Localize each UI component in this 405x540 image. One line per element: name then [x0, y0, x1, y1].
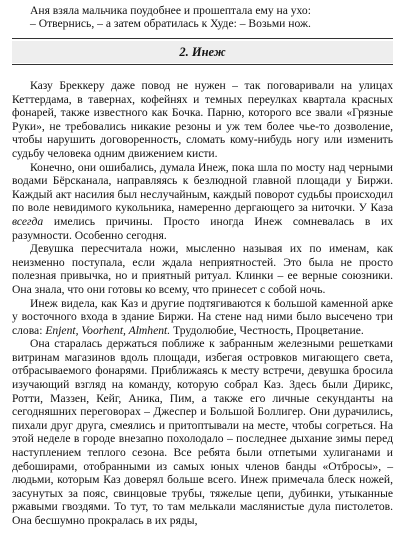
- paragraph-4-text: Инеж видела, как Каз и другие подтягиваются к большой каменной арке у восточного входа в здание Биржи. На стене над ними было высечено три слова:: [12, 296, 393, 337]
- motto-italic: Enjent, Voorhent, Almhent.: [45, 323, 171, 337]
- heading-rule-bottom: [12, 64, 393, 65]
- heading-rule-top: [12, 38, 393, 39]
- paragraph-2-text: Конечно, они ошибались, думала Инеж, пока шла по мосту над черными водами Бёрсканала, направляясь к безлюдной главной площади у Биржи. Каждый акт насилия был неслучайным, каждый поворот судьбы происходил по воле невидимого кукольника, намеренно дергающего за ниточки. У Каза: [12, 160, 393, 215]
- paragraph-2-tail: имелись причины. Просто иногда Инеж сомневалась в их разумности. Особенно сегодня.: [12, 214, 393, 242]
- paragraph-3: Девушка пересчитала ножи, мысленно называя их по именам, как неизменно поступала, если ждала неприятностей. Это была не просто полезная привычка, но и приятный ритуал. Клинки – ее верные союзники. Она знала, что они готовы ко всему, что принесет с собой ночь.: [12, 242, 393, 296]
- lead-line-1: Аня взяла мальчика поудобнее и прошептала ему на ухо:: [30, 4, 311, 17]
- lead-text: [30, 4, 390, 30]
- lead-line-2: – Отвернись, – а затем обратилась к Худе: – Возьми нож.: [30, 17, 311, 30]
- paragraph-4: [12, 297, 393, 338]
- paragraph-5: Она старалась держаться поближе к забранным железными решетками витринам магазинов вдоль площади, избегая островков мигающего света, отбрасываемого фонарями. Приближаясь к месту встречи, девушка бросила изучающий взгляд на команду, которую собрал Каз. Здесь были Дирикс, Ротти, Маззен, Кейг, Аника, Пим, а также его личные секунданты на сегодняшних переговорах – Джеспер и Большой Боллигер. Они дурачились, пихали друг друга, смеялись и притоптывали на месте, чтобы согреться. На этой неделе в городе внезапно похолодало – последнее дыхание зимы перед наступлением теплого сезона. Все ребята были отпетыми хулиганами и дебоширами, отобранными из самых юных членов банды «Отбросы», – людьми, которым Каз доверял больше всего. Инеж примечала блеск ножей, засунутых за пояс, свинцовые трубы, тяжелые цепи, дубинки, утыканные ржавыми гвоздями. То тут, то там мелькали маслянистые дула пистолетов. Она бесшумно прокралась в их ряды,: [12, 337, 393, 527]
- chapter-title: 2. Инеж: [12, 41, 393, 63]
- paragraph-1: Казу Бреккеру даже повод не нужен – так поговаривали на улицах Кеттердама, в тавернах, кофейнях и темных переулках квартала красных фонарей, также известного как Бочка. Парню, которого все звали «Грязные Руки», не требовались никакие резоны и уж тем более чье-то дозволение, чтобы нарушить договоренность, сломать кому-нибудь ногу или изменить судьбу человека одним движением кисти.: [12, 79, 393, 160]
- paragraph-2-emphasis: всегда: [12, 214, 44, 228]
- paragraph-2: [12, 161, 393, 243]
- chapter-body: [12, 79, 393, 528]
- motto-translation: Трудолюбие, Честность, Процветание.: [173, 323, 364, 337]
